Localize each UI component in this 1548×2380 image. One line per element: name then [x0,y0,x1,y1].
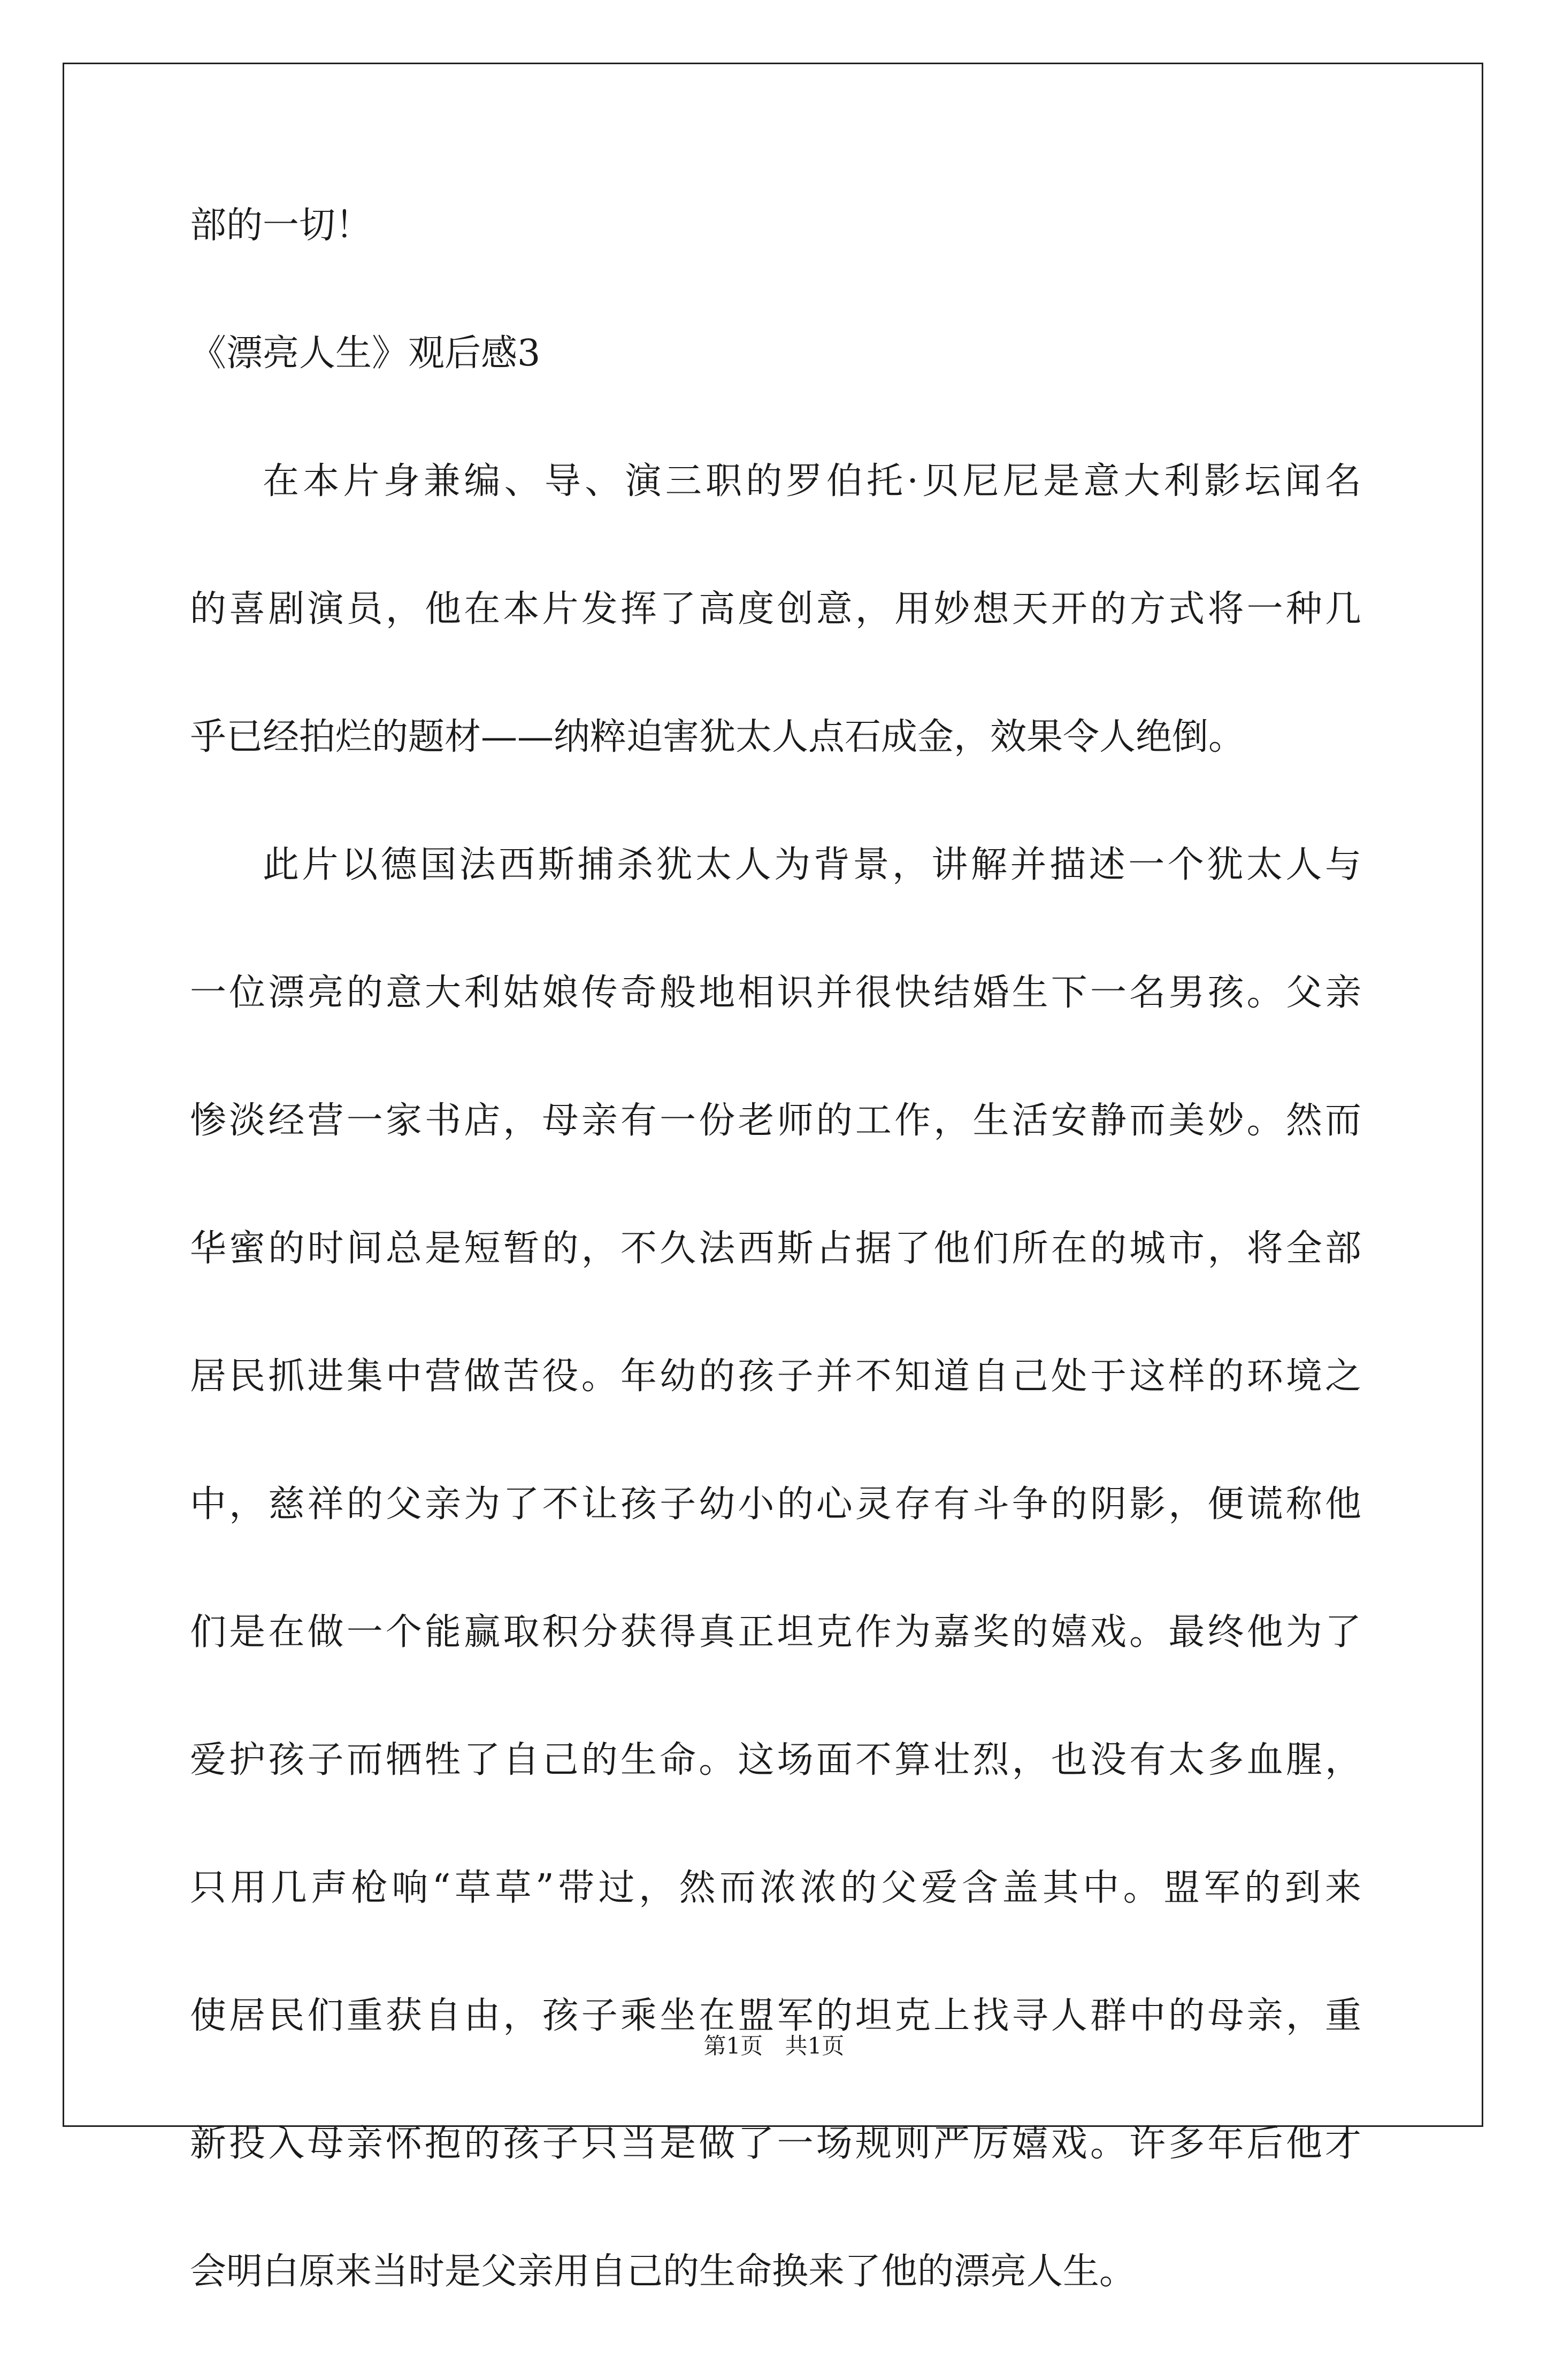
continuation-fragment: 部的一切！ [190,204,372,247]
paragraph-2 [190,845,1361,2292]
paragraph-2-line: 中，慈祥的父亲为了不让孩子幼小的心灵存有斗争的阴影，便谎称他 [190,1483,1361,1525]
paragraph-2-line: 华蜜的时间总是短暂的，不久法西斯占据了他们所在的城市，将全部 [190,1227,1361,1270]
paragraph-1 [190,462,1361,757]
paragraph-1-line: 的喜剧演员，他在本片发挥了高度创意，用妙想天开的方式将一种几 [190,588,1361,630]
total-pages: 共1页 [785,2033,845,2059]
paragraph-2-line: 此片以德国法西斯捕杀犹太人为背景，讲解并描述一个犹太人与 [263,844,1361,886]
paragraph-2-line: 惨淡经营一家书店，母亲有一份老师的工作，生活安静而美妙。然而 [190,1100,1361,1142]
paragraph-2-line: 只用几声枪响“草草”带过，然而浓浓的父爱含盖其中。盟军的到来 [190,1867,1361,1909]
paragraph-2-line: 新投入母亲怀抱的孩子只当是做了一场规则严厉嬉戏。许多年后他才 [190,2123,1361,2165]
page-number: 第1页 [703,2033,763,2059]
paragraph-2-line: 居民抓进集中营做苦役。年幼的孩子并不知道自己处于这样的环境之 [190,1355,1361,1398]
page-footer [0,2033,1548,2059]
paragraph-2-line: 爱护孩子而牺牲了自己的生命。这场面不算壮烈，也没有太多血腥， [190,1739,1361,1781]
paragraph-2-line: 们是在做一个能赢取积分获得真正坦克作为嘉奖的嬉戏。最终他为了 [190,1611,1361,1653]
paragraph-1-line: 乎已经拍烂的题材——纳粹迫害犹太人点石成金，效果令人绝倒。 [190,716,1245,758]
paragraph-2-line: 使居民们重获自由，孩子乘坐在盟军的坦克上找寻人群中的母亲，重 [190,1995,1361,2037]
paragraph-2-line: 一位漂亮的意大利姑娘传奇般地相识并很快结婚生下一名男孩。父亲 [190,972,1361,1014]
paragraph-1-line: 在本片身兼编、导、演三职的罗伯托·贝尼尼是意大利影坛闻名 [263,460,1361,502]
essay-title: 《漂亮人生》观后感3 [190,332,541,375]
paragraph-2-line: 会明白原来当时是父亲用自己的生命换来了他的漂亮人生。 [190,2251,1136,2293]
